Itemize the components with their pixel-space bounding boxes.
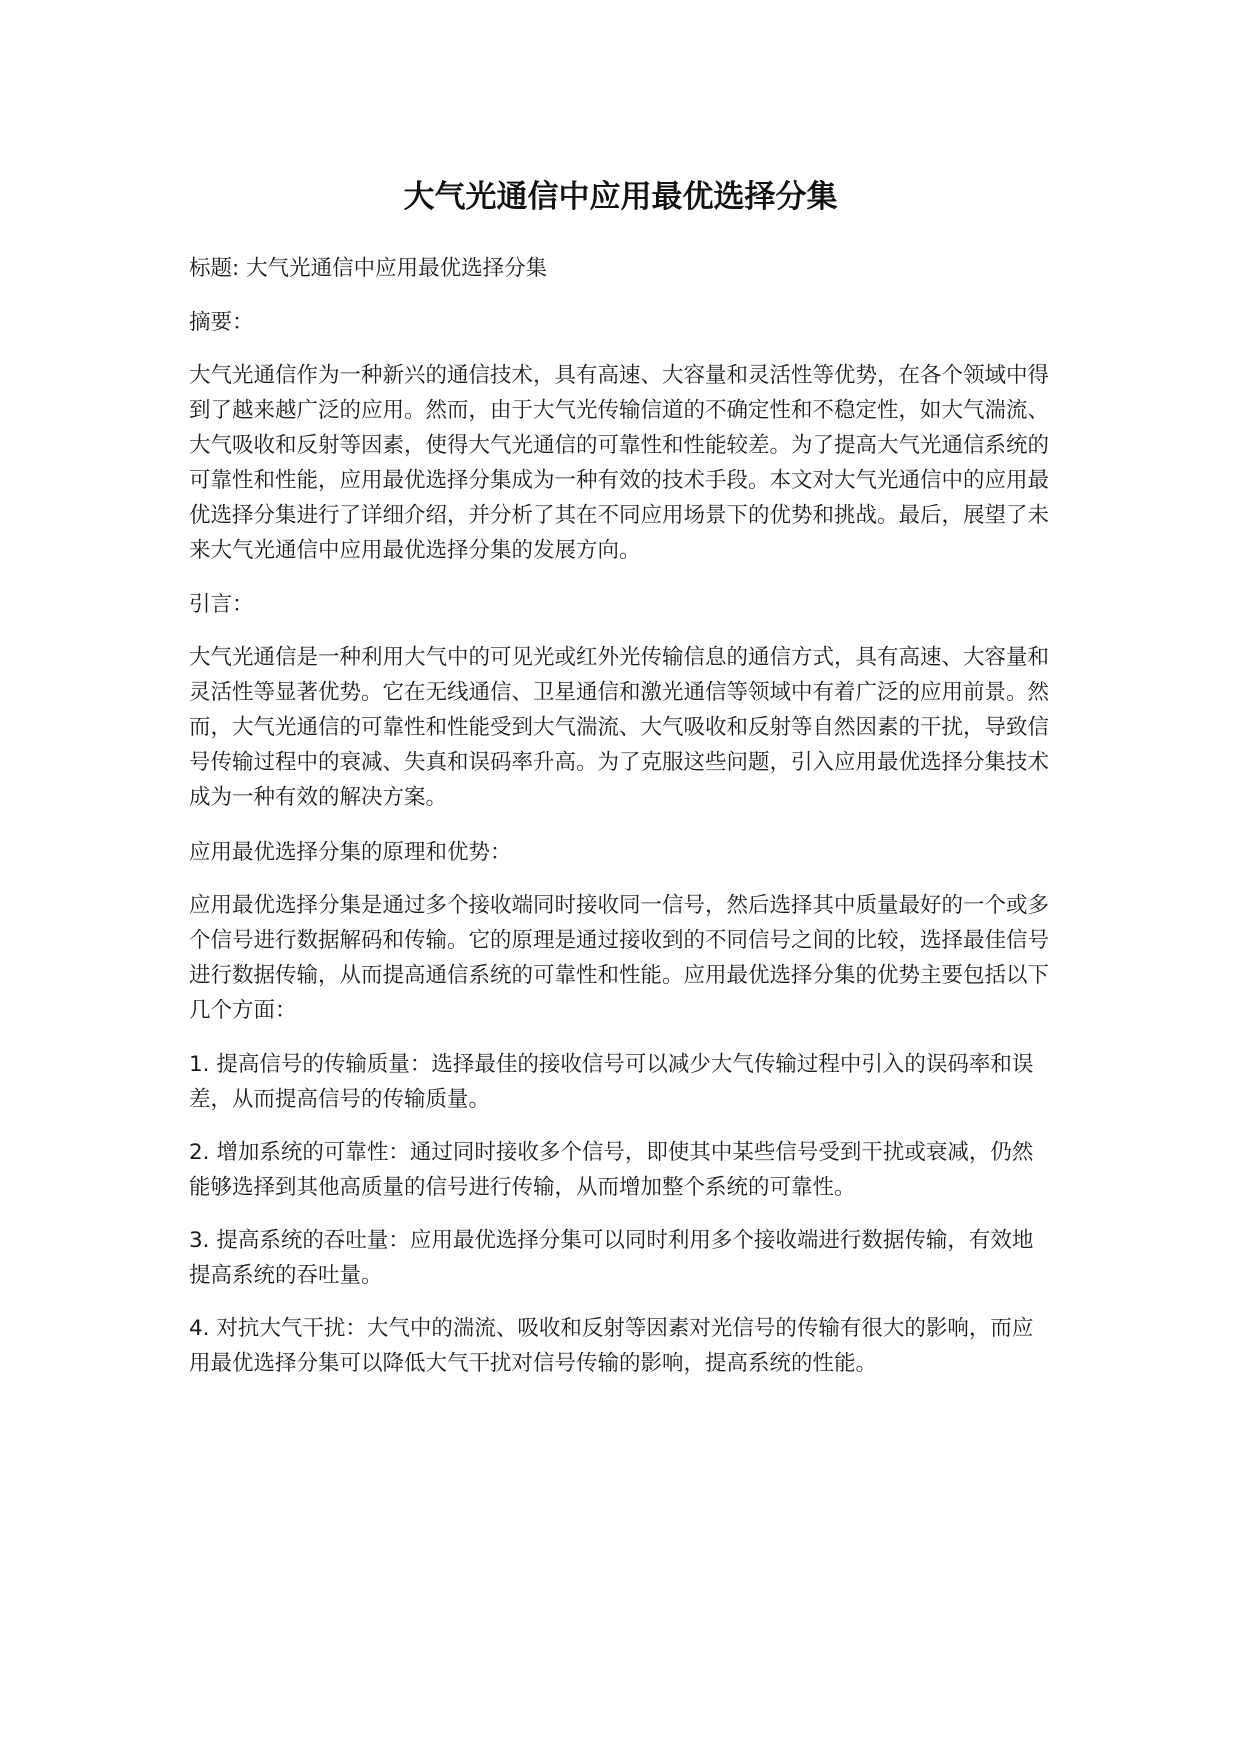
- list-item: 4. 对抗大气干扰：大气中的湍流、吸收和反射等因素对光信号的传输有很大的影响，而应用最优选择分集可以降低大气干扰对信号传输的影响，提高系统的性能。: [189, 1316, 1034, 1376]
- title-label-line: 标题: 大气光通信中应用最优选择分集: [189, 256, 548, 281]
- intro-heading: 引言：: [189, 592, 254, 617]
- document-title: 大气光通信中应用最优选择分集: [403, 179, 838, 215]
- list-item: 3. 提高系统的吞吐量：应用最优选择分集可以同时利用多个接收端进行数据传输，有效地提高系统的吞吐量。: [189, 1228, 1034, 1288]
- principle-heading: 应用最优选择分集的原理和优势：: [189, 840, 512, 865]
- intro-paragraph: 大气光通信是一种利用大气中的可见光或红外光传输信息的通信方式，具有高速、大容量和灵活性等显著优势。它在无线通信、卫星通信和激光通信等领域中有着广泛的应用前景。然而，大气光通信的可靠性和性能受到大气湍流、大气吸收和反射等自然因素的干扰，导致信号传输过程中的衰减、失真和误码率升高。为了克服这些问题，引入应用最优选择分集技术成为一种有效的解决方案。: [189, 645, 1050, 810]
- list-item: 1. 提高信号的传输质量：选择最佳的接收信号可以减少大气传输过程中引入的误码率和误差，从而提高信号的传输质量。: [189, 1052, 1034, 1112]
- list-item: 2. 增加系统的可靠性：通过同时接收多个信号，即使其中某些信号受到干扰或衰减，仍然能够选择到其他高质量的信号进行传输，从而增加整个系统的可靠性。: [189, 1140, 1034, 1200]
- principle-paragraph: 应用最优选择分集是通过多个接收端同时接收同一信号，然后选择其中质量最好的一个或多个信号进行数据解码和传输。它的原理是通过接收到的不同信号之间的比较，选择最佳信号进行数据传输，从而提高通信系统的可靠性和性能。应用最优选择分集的优势主要包括以下几个方面：: [189, 893, 1050, 1023]
- abstract-heading: 摘要：: [189, 310, 254, 335]
- abstract-paragraph: 大气光通信作为一种新兴的通信技术，具有高速、大容量和灵活性等优势，在各个领域中得到了越来越广泛的应用。然而，由于大气光传输信道的不确定性和不稳定性，如大气湍流、大气吸收和反射等因素，使得大气光通信的可靠性和性能较差。为了提高大气光通信系统的可靠性和性能，应用最优选择分集成为一种有效的技术手段。本文对大气光通信中的应用最优选择分集进行了详细介绍，并分析了其在不同应用场景下的优势和挑战。最后，展望了未来大气光通信中应用最优选择分集的发展方向。: [189, 363, 1050, 563]
